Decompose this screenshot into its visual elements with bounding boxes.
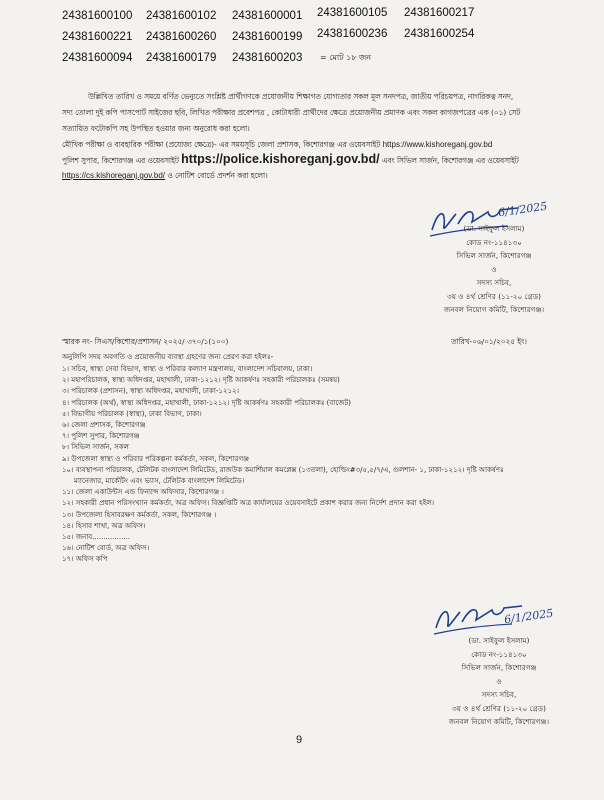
roll-number: 24381600199 [232, 31, 303, 43]
roll-number: 24381600102 [146, 10, 217, 22]
signatory-member: সদস্য সচিব, [481, 690, 517, 699]
list-item: ৮। সিভিল সার্জন, সকল [62, 443, 129, 452]
list-item: ১৩। উপজেলা হিসাবরক্ষণ কর্মকর্তা, সকল, কিশোরগঞ্জ । [62, 510, 217, 519]
roll-number: 24381600179 [146, 52, 217, 64]
list-item: ম্যানেজার, মার্কেটিং এবং ভ্যাস, টেলিটক বাংলাদেশ লিমিটেড। [74, 477, 245, 486]
notice-text: পুলিশ সুপার, কিশোরগঞ্জ এর ওয়েবসাইট [62, 156, 179, 165]
distribution-intro: অনুলিপি সদয় অবগতি ও প্রয়োজনীয় ব্যবস্থা গ্রহণের জন্য প্রেরণ করা হইলঃ- [62, 353, 274, 361]
signatory-title: সিভিল সার্জন, কিশোরগঞ্জ [456, 251, 532, 260]
notice-text: মৌখিক পরীক্ষা ও ব্যবহারিক পরীক্ষা (প্রযোজ্য ক্ষেত্রে)- এর সময়সূচি জেলা প্রশাসক, কিশোরগঞ্জ এর ওয়েবসাইট [62, 140, 381, 149]
dc-website-link[interactable]: https://www.kishoreganj.gov.bd [382, 140, 493, 149]
list-item: ১৭। অফিস কপি [62, 555, 108, 564]
list-item: ৩। পরিচালক (প্রশাসন), স্বাস্থ্য অধিদপ্তর, মহাখালী, ঢাকা-১২১২। [62, 387, 240, 396]
notice-line [62, 153, 519, 167]
list-item: ১০। ব্যবস্থাপনা পরিচালক, টেলিটক বাংলাদেশ লিমিটেড, রাজউক কমার্শিয়াল কমপ্লেক্স (১৩তলা), হোল্ডিং#৩/৫,৫/৭/এ, গুলশান- ১, ঢাকা-১২১২। দৃষ্টি আকর্ষণঃ [62, 465, 504, 474]
list-item: ২। মহাপরিচালক, স্বাস্থ্য অধিদপ্তর, মহাখালী, ঢাকা-১২১২। দৃষ্টি আকর্ষণঃ সহকারী পরিচালকঃ (সমন্বয়) [62, 376, 340, 385]
signature-block [414, 634, 584, 729]
roll-number: 24381600105 [317, 7, 388, 19]
cs-website-link[interactable]: https://cs.kishoreganj.gov.bd/ [62, 171, 166, 180]
signatory-name: (ডা. সাইফুল ইসলাম) [468, 636, 530, 645]
signatory-member: সদস্য সচিব, [476, 278, 512, 287]
signatory-committee: জনবল নিয়োগ কমিটি, কিশোরগঞ্জ। [448, 717, 550, 726]
signatory-and: ও [491, 264, 497, 274]
list-item: ১৪। হিসাব শাখা, অত্র অফিস। [62, 521, 146, 530]
signatory-and: ও [496, 676, 502, 686]
notice-line [62, 170, 268, 182]
signatory-title: সিভিল সার্জন, কিশোরগঞ্জ [461, 663, 537, 672]
list-item: ১৬। নোটিশ বোর্ড, অত্র অফিস। [62, 544, 150, 553]
list-item: ১১। জেলা একাউন্টস এন্ড ফিন্যান্স অফিসার, কিশোরগঞ্জ । [62, 488, 224, 497]
signatory-grade: ৩য় ও ৪র্থ শ্রেণির (১১-২০ গ্রেড) [447, 291, 541, 301]
list-item: ৭। পুলিশ সুপার, কিশোরগঞ্জ [62, 432, 140, 441]
total-count: = মোট ১৮ জন [320, 53, 372, 62]
signatory-code: কোড নং-১১৪১৩০ [471, 649, 527, 659]
signature-date: 6/1/2025 [503, 606, 555, 627]
roll-number: 24381600254 [404, 28, 475, 40]
notice-line: সত্যায়িত ফটোকপি সহ উপস্থিত হওয়ার জন্য অনুরোধ করা হলো। [62, 124, 250, 133]
list-item: ১। সচিব, স্বাস্থ্য সেবা বিভাগ, স্বাস্থ্য ও পরিবার কল্যাণ মন্ত্রণালয়, বাংলাদেশ সচিবালয়, ঢাকা। [62, 365, 313, 373]
signature-date: 6/1/2025 [497, 199, 549, 220]
memo-reference: স্মারক নং- সিএস/কিশোর/প্রশাসন/ ২০২৫/ ৩৭০/১(১০০) [62, 337, 229, 346]
list-item: ৬। জেলা প্রশাসক, কিশোরগঞ্জ [62, 421, 146, 430]
list-item: ৪। পরিচালক (অর্থ), স্বাস্থ্য অধিদপ্তর, মহাখালী, ঢাকা-১২১২। দৃষ্টি আকর্ষণঃ সহকারী পরিচালকঃ (বাজেট) [62, 398, 351, 407]
signatory-code: কোড নং-১১৪১৩০ [466, 237, 522, 247]
police-website-link[interactable]: https://police.kishoreganj.gov.bd/ [181, 152, 380, 166]
notice-text: এবং সিভিল সার্জন, কিশোরগঞ্জ এর ওয়েবসাইট [381, 156, 519, 165]
roll-number: 24381600217 [404, 7, 475, 19]
notice-line: সদ্য তোলা দুই কপি পাসপোর্ট সাইজের ছবি, লিখিত পরীক্ষার প্রবেশপত্র , কোটাধারী প্রার্থীদের ক্ষেত্রে প্রয়োজনীয় প্রমাণক এবং সকল কাগজপত্রের এক (০১) সেট [62, 108, 521, 117]
roll-number: 24381600094 [62, 52, 133, 64]
list-item: ১৫। জনাব................. [62, 533, 131, 542]
roll-number: 24381600260 [146, 31, 217, 43]
notice-text: ও নোটিশ বোর্ডে প্রদর্শন করা হলো। [167, 171, 268, 180]
signatory-name: (ডা. সাইফুল ইসলাম) [463, 224, 525, 233]
roll-number: 24381600236 [317, 28, 388, 40]
signatory-committee: জনবল নিয়োগ কমিটি, কিশোরগঞ্জ। [443, 305, 545, 314]
roll-number: 24381600221 [62, 31, 133, 43]
list-item: ৫। বিভাগীয় পরিচালক (স্বাস্থ্য), ঢাকা বিভাগ, ঢাকা। [62, 409, 202, 418]
list-item: ৯। উপজেলা স্বাস্থ্য ও পরিবার পরিকল্পনা কর্মকর্তা, সকল, কিশোরগঞ্জ [62, 454, 250, 463]
page-number: 9 [296, 734, 303, 746]
notice-line: উল্লিখিত তারিখ ও সময়ে বর্ণিত ভেন্যুতে সংশ্লিষ্ট প্রার্থীগণকে প্রযোজনীয় শিক্ষাগত যোগ্যতার সকল মূল সনদপত্র, জাতীয় পরিচয়পত্র, নাগরিকত্ব সনদ, [88, 92, 514, 101]
roll-number: 24381600100 [62, 10, 133, 22]
roll-number: 24381600203 [232, 52, 303, 64]
distribution-list [62, 364, 504, 566]
notice-line [62, 139, 492, 151]
memo-date: তারিখ-০৬/০১/২০২৫ ইং। [451, 337, 527, 346]
list-item: ১২। সহকারী প্রধান পরিসংখ্যান কর্মকর্তা, অত্র অফিস। বিজ্ঞপ্তিটি অত্র কার্যালয়ের ওয়েবসাইটে প্রকাশ করার জন্য নির্দেশ প্রদান করা হইল। [62, 499, 435, 508]
roll-number: 24381600001 [232, 10, 303, 22]
signatory-grade: ৩য় ও ৪র্থ শ্রেণির (১১-২০ গ্রেড) [452, 703, 546, 713]
signature-block [409, 222, 579, 317]
